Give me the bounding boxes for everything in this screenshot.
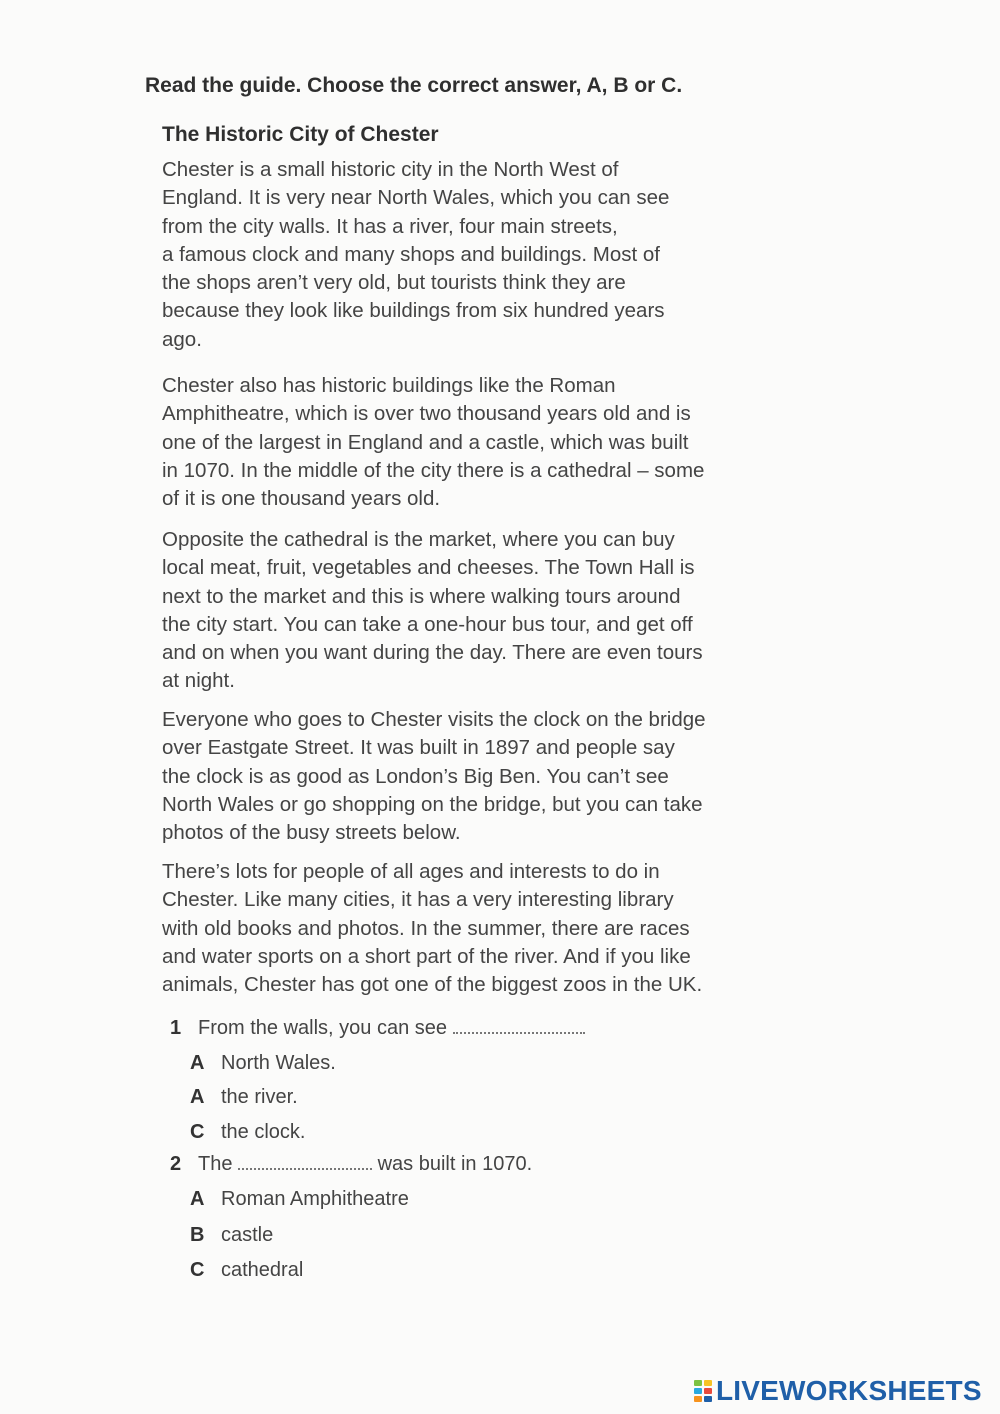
article-paragraph-5 [162, 858, 762, 999]
text-line: with old books and photos. In the summer, there are races [162, 916, 690, 940]
liveworksheets-brand [693, 1375, 982, 1407]
option-text: North Wales. [221, 1052, 336, 1074]
article-paragraph-3 [162, 526, 762, 696]
question-2 [170, 1153, 532, 1176]
text-line: next to the market and this is where walking tours around [162, 584, 681, 608]
option-letter: A [190, 1052, 205, 1074]
question-1-option-b[interactable] [190, 1086, 298, 1109]
text-line: and water sports on a short part of the river. And if you like [162, 944, 691, 968]
option-letter: C [190, 1259, 205, 1281]
text-line: photos of the busy streets below. [162, 821, 461, 845]
question-2-option-c[interactable] [190, 1259, 303, 1282]
question-2-option-b[interactable] [190, 1224, 273, 1247]
question-number: 1 [170, 1017, 182, 1039]
question-text-after: was built in 1070. [377, 1153, 533, 1175]
question-text: The [198, 1153, 233, 1175]
text-line: There’s lots for people of all ages and interests to do in [162, 860, 660, 883]
text-line: the shops aren’t very old, but tourists think they are [162, 271, 626, 295]
text-line: from the city walls. It has a river, four main streets, [162, 214, 618, 238]
option-letter: B [190, 1224, 205, 1246]
text-line: ago. [162, 327, 202, 351]
option-letter: A [190, 1188, 205, 1210]
text-line: animals, Chester has got one of the biggest zoos in the UK. [162, 973, 703, 997]
text-line: because they look like buildings from six hundred years [162, 299, 665, 323]
article-paragraph-2 [162, 372, 762, 513]
text-line: Opposite the cathedral is the market, where you can buy [162, 528, 675, 551]
text-line: the city start. You can take a one-hour bus tour, and get off [162, 612, 693, 636]
question-1 [170, 1017, 585, 1040]
option-letter: A [190, 1086, 205, 1108]
answer-blank-2[interactable] [238, 1154, 372, 1170]
text-line: at night. [162, 669, 235, 693]
question-1-option-c[interactable] [190, 1121, 305, 1144]
article-paragraph-4 [162, 706, 762, 847]
text-line: and on when you want during the day. There are even tours [162, 641, 703, 665]
text-line: England. It is very near North Wales, which you can see [162, 186, 670, 210]
question-1-option-a[interactable] [190, 1052, 336, 1075]
option-text: Roman Amphitheatre [221, 1188, 409, 1210]
answer-blank-1[interactable] [453, 1018, 585, 1034]
option-text: the clock. [221, 1121, 306, 1143]
text-line: Chester also has historic buildings like the Roman [162, 374, 616, 397]
instruction-heading: Read the guide. Choose the correct answer, A, B or C. [145, 74, 683, 97]
text-line: one of the largest in England and a castle, which was built [162, 430, 689, 454]
question-number: 2 [170, 1153, 182, 1175]
question-2-option-a[interactable] [190, 1188, 409, 1211]
text-line: Everyone who goes to Chester visits the clock on the bridge [162, 708, 706, 731]
text-line: over Eastgate Street. It was built in 1897 and people say [162, 736, 675, 760]
text-line: North Wales or go shopping on the bridge, but you can take [162, 792, 703, 816]
option-text: castle [221, 1224, 274, 1246]
text-line: Amphitheatre, which is over two thousand years old and is [162, 402, 691, 426]
text-line: Chester. Like many cities, it has a very interesting library [162, 888, 674, 912]
option-text: the river. [221, 1086, 298, 1108]
brand-name: LIVEWORKSHEETS [716, 1375, 982, 1406]
text-line: a famous clock and many shops and buildings. Most of [162, 242, 660, 266]
text-line: in 1070. In the middle of the city there is a cathedral – some [162, 458, 705, 482]
option-letter: C [190, 1121, 205, 1143]
option-text: cathedral [221, 1259, 304, 1281]
text-line: the clock is as good as London’s Big Ben. You can’t see [162, 764, 669, 788]
article-title: The Historic City of Chester [162, 123, 439, 146]
text-line: of it is one thousand years old. [162, 487, 441, 511]
text-line: Chester is a small historic city in the North West of [162, 158, 619, 181]
text-line: local meat, fruit, vegetables and cheeses. The Town Hall is [162, 556, 695, 580]
liveworksheets-logo-icon [693, 1379, 713, 1403]
question-text: From the walls, you can see [198, 1017, 447, 1039]
article-paragraph-1 [162, 156, 762, 354]
